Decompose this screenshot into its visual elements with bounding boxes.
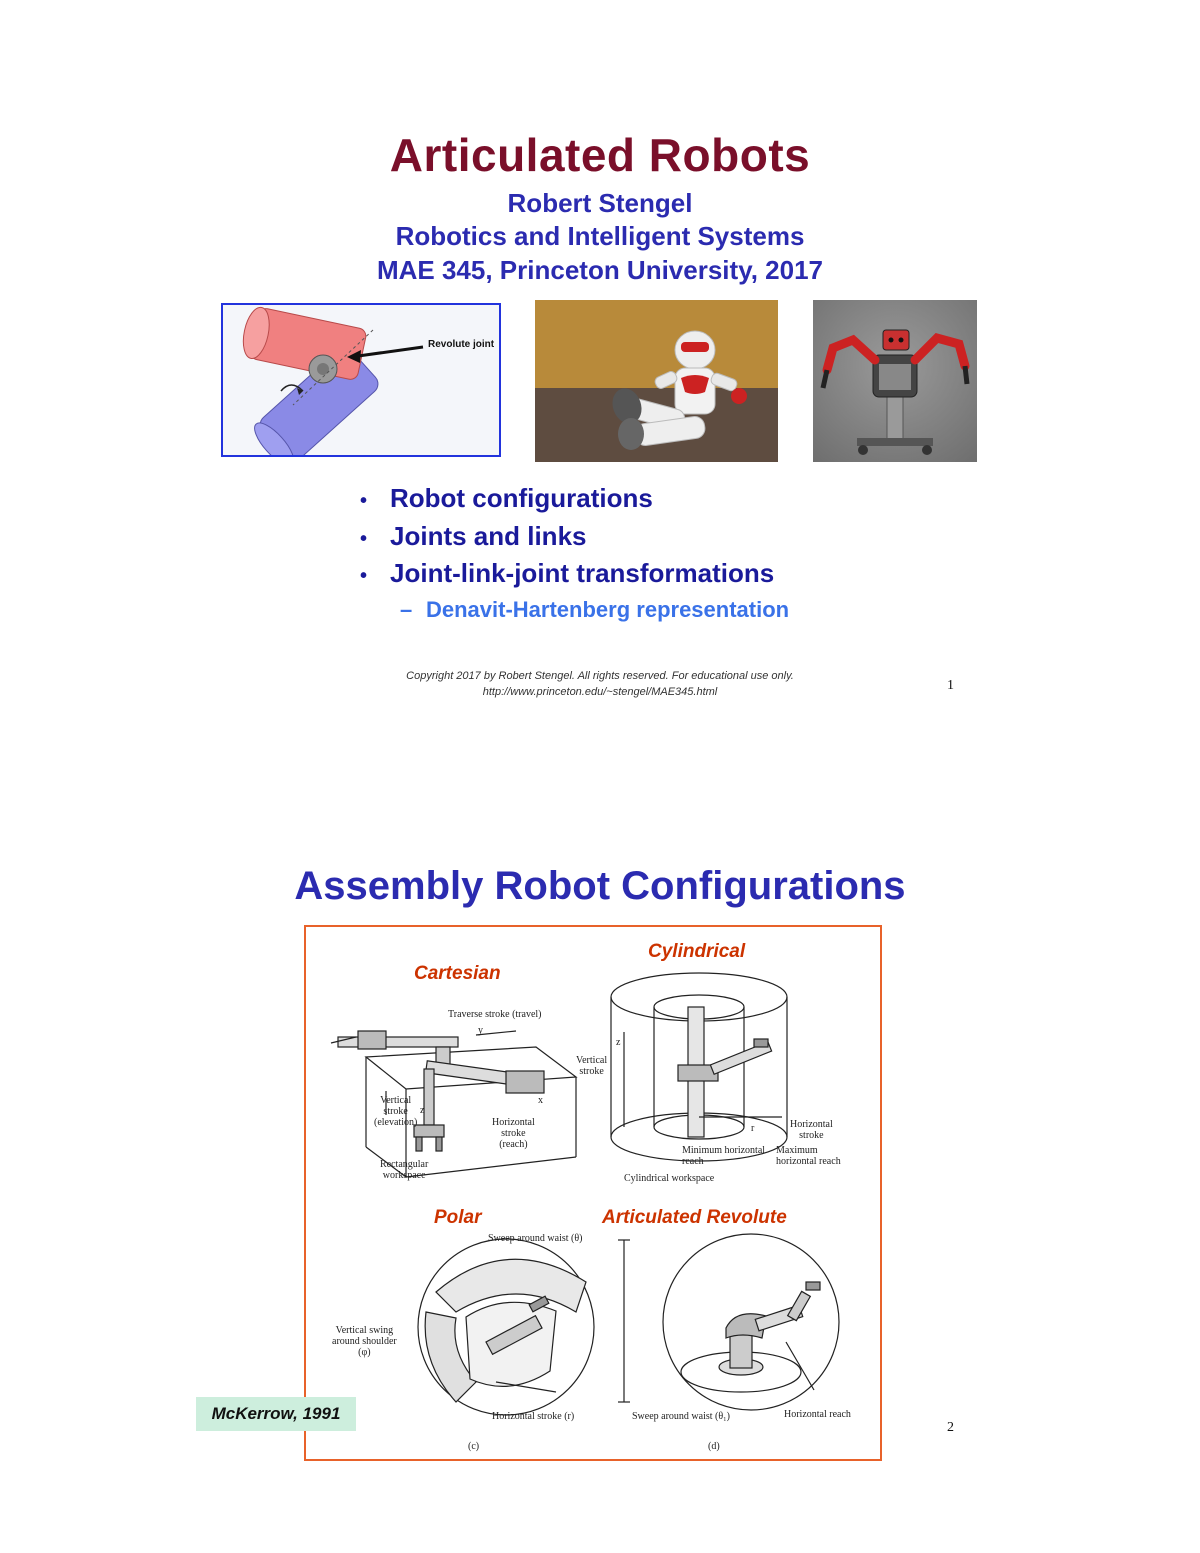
page-number: 1 — [947, 678, 954, 693]
axis-z-label: z — [616, 1037, 621, 1048]
cartesian-vertical-caption: Vertical stroke (elevation) — [374, 1095, 418, 1128]
baxter-robot-image — [813, 300, 977, 462]
institution-line: MAE 345, Princeton University, 2017 — [376, 255, 824, 285]
baxter-robot-photo — [813, 300, 977, 462]
cylindrical-min-caption: Minimum horizontal reach — [682, 1145, 766, 1167]
copyright-text: Copyright 2017 by Robert Stengel. All rights reserved. For educational use only. — [406, 670, 794, 682]
polar-label: Polar — [434, 1207, 482, 1228]
axis-r-label: r — [751, 1123, 755, 1134]
cylindrical-horizontal-caption: Horizontal stroke — [790, 1119, 833, 1141]
cartesian-traverse-caption: Traverse stroke (travel) — [448, 1009, 542, 1020]
cartesian-horizontal-caption: Horizontal stroke (reach) — [492, 1117, 535, 1150]
axis-y-label: y — [478, 1025, 483, 1036]
course-name: Robotics and Intelligent Systems — [395, 221, 805, 251]
articulated-diagram — [606, 1232, 866, 1417]
slide1-bullet-list — [360, 480, 789, 627]
revolute-joint-figure — [221, 303, 501, 457]
nao-robot-image — [535, 300, 778, 462]
articulated-sweep-caption: Sweep around waist (θ₁) — [632, 1411, 730, 1422]
polar-sweep-caption: Sweep around waist (θ) — [488, 1233, 583, 1244]
page-number: 2 — [947, 1420, 954, 1435]
axis-z-label: z — [420, 1105, 425, 1116]
course-url: http://www.princeton.edu/~stengel/MAE345.html — [482, 686, 718, 698]
axis-x-label: x — [538, 1095, 543, 1106]
cartesian-workspace-caption: Rectangular workspace — [380, 1159, 429, 1181]
polar-swing-caption: Vertical swing around shoulder (φ) — [332, 1325, 397, 1358]
revolute-joint-diagram — [223, 305, 499, 455]
revolute-joint-label: Revolute joint — [428, 339, 495, 350]
slide2-title: Assembly Robot Configurations — [294, 864, 906, 908]
copyright-notice — [350, 668, 850, 700]
cylindrical-label: Cylindrical — [648, 941, 746, 962]
cylindrical-max-caption: Maximum horizontal reach — [776, 1145, 841, 1167]
cylindrical-diagram — [604, 967, 804, 1172]
bullet-item: • Joints and links — [360, 520, 587, 551]
nao-robot-photo — [535, 300, 778, 462]
articulated-label: Articulated Revolute — [602, 1207, 787, 1228]
cylindrical-vertical-caption: Vertical stroke — [576, 1055, 608, 1077]
articulated-reach-caption: Horizontal reach — [784, 1409, 851, 1420]
cylindrical-workspace-caption: Cylindrical workspace — [624, 1173, 715, 1184]
author-name: Robert Stengel — [507, 188, 693, 218]
cartesian-label: Cartesian — [414, 963, 501, 984]
cartesian-diagram — [326, 1007, 586, 1197]
bullet-item: • Robot configurations — [360, 483, 653, 513]
polar-diagram — [406, 1232, 596, 1417]
citation-badge: McKerrow, 1991 — [196, 1397, 356, 1431]
configurations-figure — [304, 925, 882, 1461]
polar-stroke-caption: Horizontal stroke (r) — [492, 1411, 575, 1422]
slide1-title: Articulated Robots — [389, 129, 811, 181]
sub-bullet-item: – Denavit-Hartenberg representation — [400, 596, 790, 622]
bullet-item: • Joint-link-joint transformations — [360, 558, 775, 588]
articulated-subfigure-label: (d) — [708, 1441, 720, 1452]
polar-subfigure-label: (c) — [468, 1441, 480, 1452]
